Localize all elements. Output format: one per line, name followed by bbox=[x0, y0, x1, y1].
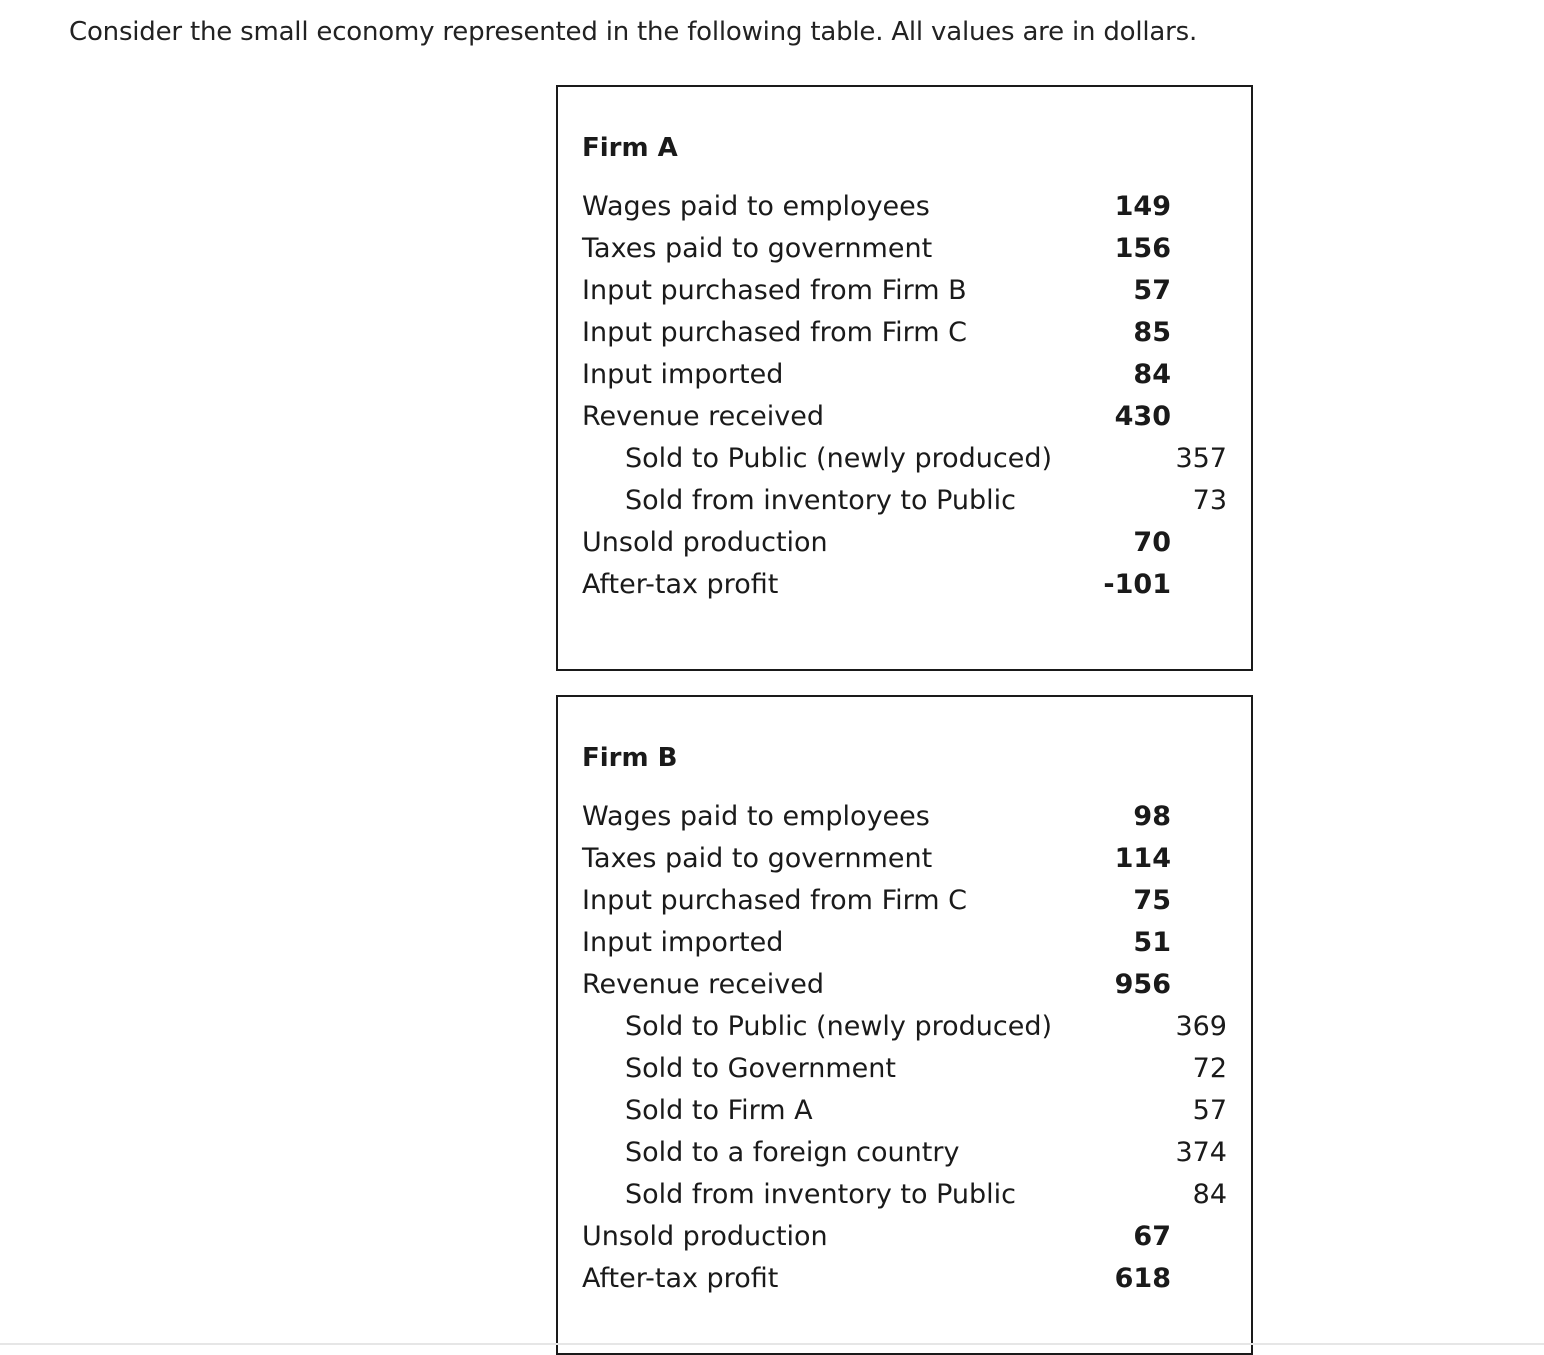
row-label: Input purchased from Firm C bbox=[582, 885, 968, 916]
bottom-divider bbox=[0, 1343, 1544, 1345]
row-value: 85 bbox=[1133, 317, 1171, 348]
row-value: 374 bbox=[1175, 1137, 1227, 1168]
table-row bbox=[558, 186, 1251, 228]
row-label: Input imported bbox=[582, 359, 784, 390]
row-value: 51 bbox=[1133, 927, 1171, 958]
firm-b-table bbox=[556, 695, 1253, 1355]
row-label: Taxes paid to government bbox=[582, 233, 933, 264]
table-row bbox=[558, 396, 1251, 438]
row-value: 57 bbox=[1133, 275, 1171, 306]
firm-a-table bbox=[556, 85, 1253, 671]
firm-b-rows bbox=[558, 796, 1251, 1300]
row-value: 98 bbox=[1133, 801, 1171, 832]
table-row bbox=[558, 354, 1251, 396]
row-value: 73 bbox=[1192, 485, 1227, 516]
row-value: 75 bbox=[1133, 885, 1171, 916]
row-label: Unsold production bbox=[582, 527, 828, 558]
row-label: Sold to Public (newly produced) bbox=[625, 1011, 1053, 1042]
intro-text: Consider the small economy represented in the following table. All values are in dollars. bbox=[69, 17, 1198, 47]
row-label: Sold from inventory to Public bbox=[625, 1179, 1016, 1210]
table-row bbox=[558, 922, 1251, 964]
row-value: 72 bbox=[1192, 1053, 1227, 1084]
row-value: 149 bbox=[1114, 191, 1171, 222]
firm-a-rows bbox=[558, 186, 1251, 606]
table-row bbox=[558, 880, 1251, 922]
table-row bbox=[558, 228, 1251, 270]
row-value: 956 bbox=[1114, 969, 1171, 1000]
row-value: 357 bbox=[1175, 443, 1227, 474]
row-value: 57 bbox=[1192, 1095, 1227, 1126]
table-subrow bbox=[558, 1048, 1251, 1090]
table-row bbox=[558, 270, 1251, 312]
table-subrow bbox=[558, 1090, 1251, 1132]
row-label: Sold from inventory to Public bbox=[625, 485, 1016, 516]
table-row bbox=[558, 838, 1251, 880]
row-label: Taxes paid to government bbox=[582, 843, 933, 874]
table-subrow bbox=[558, 480, 1251, 522]
row-value: 430 bbox=[1114, 401, 1171, 432]
table-subrow bbox=[558, 438, 1251, 480]
table-row bbox=[558, 1258, 1251, 1300]
row-value: 67 bbox=[1133, 1221, 1171, 1252]
table-row bbox=[558, 312, 1251, 354]
table-subrow bbox=[558, 1174, 1251, 1216]
row-label: Revenue received bbox=[582, 969, 824, 1000]
row-value: 114 bbox=[1114, 843, 1171, 874]
row-value: 156 bbox=[1114, 233, 1171, 264]
row-value: -101 bbox=[1103, 569, 1171, 600]
row-value: 84 bbox=[1133, 359, 1171, 390]
row-label: Sold to Public (newly produced) bbox=[625, 443, 1053, 474]
row-label: Input purchased from Firm B bbox=[582, 275, 967, 306]
row-value: 618 bbox=[1114, 1263, 1171, 1294]
row-label: After-tax profit bbox=[582, 569, 779, 600]
row-label: Sold to a foreign country bbox=[625, 1137, 960, 1168]
row-label: Wages paid to employees bbox=[582, 801, 930, 832]
row-label: Revenue received bbox=[582, 401, 824, 432]
table-subrow bbox=[558, 1132, 1251, 1174]
row-label: Sold to Government bbox=[625, 1053, 896, 1084]
row-value: 70 bbox=[1133, 527, 1171, 558]
table-row bbox=[558, 564, 1251, 606]
table-row bbox=[558, 964, 1251, 1006]
row-value: 84 bbox=[1192, 1179, 1227, 1210]
table-row bbox=[558, 796, 1251, 838]
table-subrow bbox=[558, 1006, 1251, 1048]
firm-a-title: Firm A bbox=[582, 133, 678, 163]
row-label: Input imported bbox=[582, 927, 784, 958]
row-label: Sold to Firm A bbox=[625, 1095, 813, 1126]
row-value: 369 bbox=[1175, 1011, 1227, 1042]
row-label: Input purchased from Firm C bbox=[582, 317, 968, 348]
row-label: Unsold production bbox=[582, 1221, 828, 1252]
table-row bbox=[558, 522, 1251, 564]
firm-b-title: Firm B bbox=[582, 743, 678, 773]
row-label: Wages paid to employees bbox=[582, 191, 930, 222]
row-label: After-tax profit bbox=[582, 1263, 779, 1294]
table-row bbox=[558, 1216, 1251, 1258]
